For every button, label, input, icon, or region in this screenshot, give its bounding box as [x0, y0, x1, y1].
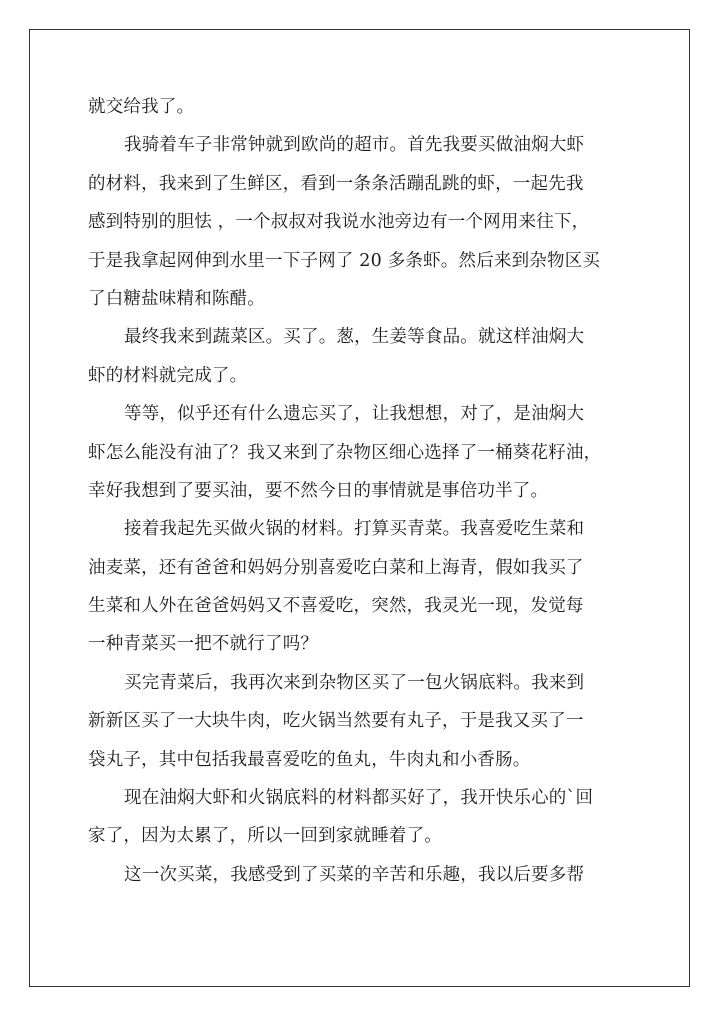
- text-line-1: 就交给我了。: [88, 97, 195, 117]
- text-line-3: 的材料，我来到了生鲜区，看到一条条活蹦乱跳的虾，一起先我: [88, 173, 584, 194]
- text-line-8: 虾的材料就完成了。: [88, 365, 248, 386]
- document-body: [88, 88, 636, 894]
- text-line-14: 生菜和人外在爸爸妈妈又不喜爱吃，突然，我灵光一现，发觉每: [88, 596, 584, 617]
- text-line-2: 我骑着车子非常钟就到欧尚的超市。首先我要买做油焖大虾: [124, 135, 585, 156]
- text-line-4: 感到特别的胆怯 ，一个叔叔对我说水池旁边有一个网用来往下，: [88, 212, 590, 233]
- text-line-21: 这一次买菜，我感受到了买菜的辛苦和乐趣，我以后要多帮: [124, 864, 585, 885]
- text-line-12: 接着我起先买做火锅的材料。打算买青菜。我喜爱吃生菜和: [124, 519, 585, 540]
- text-line-17: 新新区买了一大块牛肉，吃火锅当然要有丸子，于是我又买了一: [88, 711, 584, 732]
- text-line-19: 现在油焖大虾和火锅底料的材料都买好了，我开快乐心的`回: [124, 788, 594, 809]
- text-line-16: 买完青菜后，我再次来到杂物区买了一包火锅底料。我来到: [124, 672, 585, 693]
- text-line-5: 于是我拿起网伸到水里一下子网了 20 多条虾。然后来到杂物区买: [88, 250, 601, 271]
- text-line-6: 了白糖盐味精和陈醋。: [88, 288, 265, 309]
- text-line-9: 等等，似乎还有什么遗忘买了，让我想想，对了，是油焖大: [124, 404, 585, 425]
- text-line-7: 最终我来到蔬菜区。买了。葱，生姜等食品。就这样油焖大: [124, 327, 585, 348]
- text-line-15: 一种青菜买一把不就行了吗？: [88, 634, 319, 655]
- text-line-18: 袋丸子，其中包括我最喜爱吃的鱼丸，牛肉丸和小香肠。: [88, 749, 531, 770]
- text-line-13: 油麦菜，还有爸爸和妈妈分别喜爱吃白菜和上海青，假如我买了: [88, 557, 584, 578]
- text-line-10: 虾怎么能没有油了？我又来到了杂物区细心选择了一桶葵花籽油，: [88, 442, 602, 463]
- text-line-11: 幸好我想到了要买油，要不然今日的事情就是事倍功半了。: [88, 480, 549, 501]
- text-line-20: 家了，因为太累了，所以一回到家就睡着了。: [88, 826, 442, 847]
